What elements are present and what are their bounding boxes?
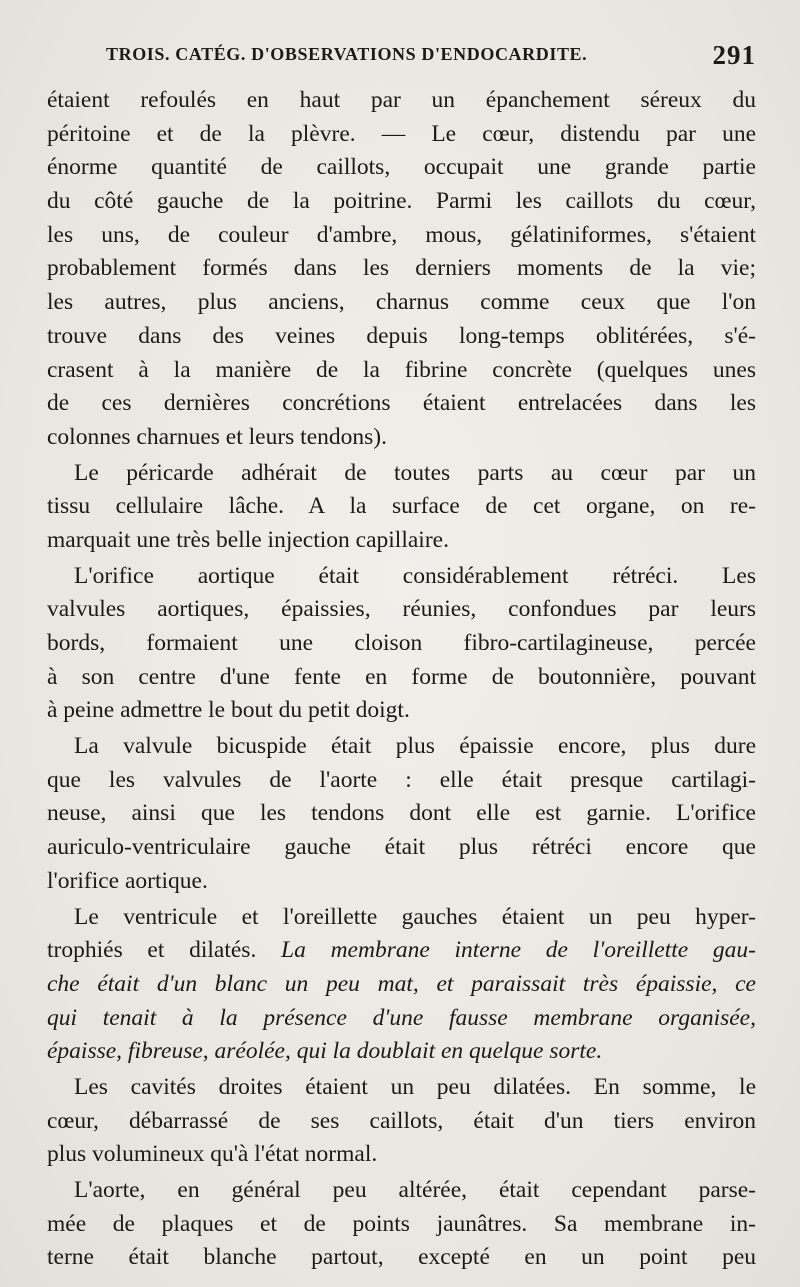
- text-line: que les valvules de l'aorte : elle était presque cartilagi-: [47, 766, 756, 793]
- text-line: énorme quantité de caillots, occupait une grande partie: [47, 154, 756, 181]
- paragraph: [47, 84, 756, 455]
- page-header: [106, 40, 756, 74]
- text-line: Le péricarde adhérait de toutes parts au cœur par un: [74, 459, 756, 486]
- text-line: l'orifice aortique.: [47, 867, 208, 894]
- text-line: plus volumineux qu'à l'état normal.: [47, 1141, 378, 1168]
- text-line: tissu cellulaire lâche. A la surface de cet organe, on re-: [47, 493, 756, 520]
- text-line: trouve dans des veines depuis long-temps oblitérées, s'é-: [47, 322, 756, 349]
- paragraph: [47, 560, 756, 728]
- text-line: mée de plaques et de points jaunâtres. Sa membrane in-: [47, 1210, 756, 1237]
- text-line: valvules aortiques, épaissies, réunies, confondues par leurs: [47, 596, 756, 623]
- paragraph: [47, 1174, 756, 1275]
- text-line: neuse, ainsi que les tendons dont elle est garnie. L'orifice: [47, 800, 756, 827]
- paragraph: [47, 1071, 756, 1172]
- text-line: La valvule bicuspide était plus épaissie encore, plus dure: [74, 733, 756, 760]
- text-segment: trophiés et dilatés.: [47, 937, 257, 964]
- text-line: colonnes charnues et leurs tendons).: [47, 423, 387, 450]
- italic-segment: La membrane interne de l'oreillette gau-: [281, 937, 756, 964]
- italic-line: che était d'un blanc un peu mat, et paraissait très épaissie, ce: [47, 970, 756, 997]
- text-line: auriculo-ventriculaire gauche était plus rétréci encore que: [47, 834, 756, 861]
- text-line: péritoine et de la plèvre. — Le cœur, distendu par une: [47, 120, 756, 147]
- body-text: [47, 84, 756, 1275]
- text-line: les uns, de couleur d'ambre, mous, gélatiniformes, s'étaient: [47, 221, 756, 248]
- text-line: à peine admettre le bout du petit doigt.: [47, 697, 410, 724]
- text-line: [47, 934, 756, 968]
- italic-line: qui tenait à la présence d'une fausse membrane organisée,: [47, 1004, 756, 1031]
- text-line: du côté gauche de la poitrine. Parmi les caillots du cœur,: [47, 188, 756, 215]
- text-line: bords, formaient une cloison fibro-cartilagineuse, percée: [47, 630, 756, 656]
- paragraph: [47, 901, 756, 1069]
- page-number: 291: [712, 40, 756, 70]
- italic-line: épaisse, fibreuse, aréolée, qui la doublait en quelque sorte.: [47, 1038, 603, 1065]
- text-line: Le ventricule et l'oreillette gauches étaient un peu hyper-: [74, 903, 756, 930]
- text-line: à son centre d'une fente en forme de boutonnière, pouvant: [47, 663, 756, 690]
- text-line: marquait une très belle injection capillaire.: [47, 526, 449, 553]
- paragraph: [47, 730, 756, 898]
- text-line: probablement formés dans les derniers moments de la vie;: [47, 255, 756, 282]
- text-line: les autres, plus anciens, charnus comme ceux que l'on: [47, 289, 756, 316]
- running-head: TROIS. CATÉG. D'OBSERVATIONS D'ENDOCARDITE.: [106, 44, 588, 64]
- text-line: L'aorte, en général peu altérée, était cependant parse-: [74, 1177, 756, 1203]
- text-line: étaient refoulés en haut par un épanchement séreux du: [47, 87, 756, 113]
- text-line: L'orifice aortique était considérablement rétréci. Les: [74, 562, 756, 589]
- text-line: cœur, débarrassé de ses caillots, était d'un tiers environ: [47, 1107, 756, 1134]
- text-line: crasent à la manière de la fibrine concrète (quelques unes: [47, 356, 756, 383]
- text-line: Les cavités droites étaient un peu dilatées. En somme, le: [74, 1073, 756, 1100]
- text-line: terne était blanche partout, excepté en un point peu: [47, 1244, 756, 1271]
- paragraph: [47, 457, 756, 558]
- text-line: de ces dernières concrétions étaient entrelacées dans les: [47, 390, 756, 417]
